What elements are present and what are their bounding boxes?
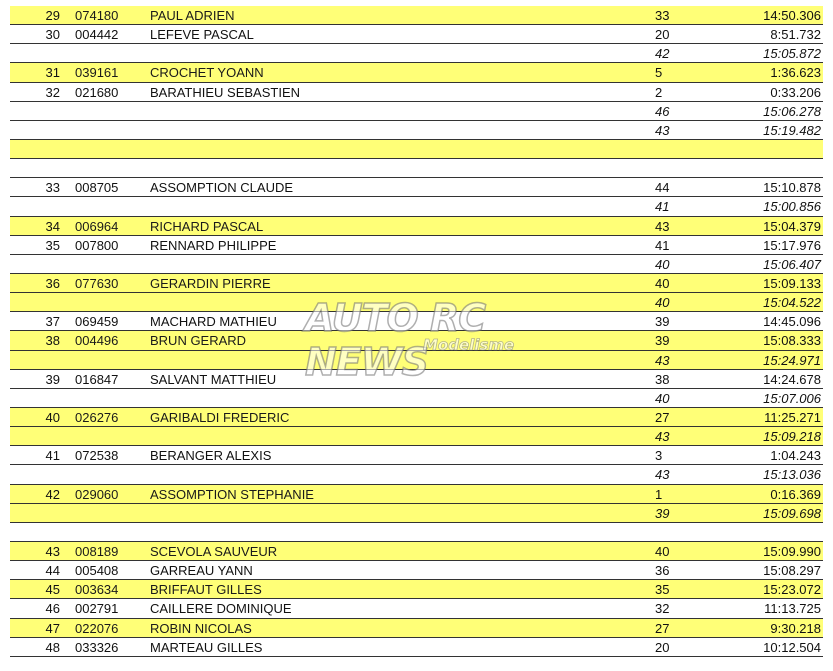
licence-number-cell: 022076 — [75, 620, 119, 636]
time-cell: 15:08.297 — [763, 563, 821, 579]
table-row — [10, 599, 823, 618]
time-cell: 15:19.482 — [763, 122, 821, 138]
table-row — [10, 331, 823, 350]
table-row — [10, 312, 823, 331]
team-total-row — [10, 44, 823, 63]
driver-name-cell: BARATHIEU SEBASTIEN — [150, 84, 301, 100]
time-cell: 14:24.678 — [763, 371, 821, 387]
laps-cell: 41 — [655, 199, 670, 215]
team-total-row — [10, 121, 823, 140]
laps-cell: 33 — [655, 8, 670, 23]
team-total-row — [10, 351, 823, 370]
licence-number-cell: 033326 — [75, 639, 119, 655]
driver-name-cell: RICHARD PASCAL — [150, 218, 264, 234]
laps-cell: 38 — [655, 371, 670, 387]
position-cell: 46 — [45, 601, 60, 617]
position-cell: 38 — [45, 333, 60, 349]
licence-number-cell: 004496 — [75, 333, 119, 349]
driver-name-cell: RENNARD PHILIPPE — [150, 237, 277, 253]
table-row — [10, 83, 823, 102]
position-cell: 44 — [45, 563, 60, 579]
table-row — [10, 63, 823, 82]
position-cell: 41 — [45, 448, 60, 464]
time-cell: 1:04.243 — [770, 448, 821, 464]
licence-number-cell: 016847 — [75, 371, 119, 387]
position-cell: 34 — [45, 218, 60, 234]
separator-row — [10, 159, 823, 178]
laps-cell: 40 — [655, 543, 670, 559]
team-total-row — [10, 389, 823, 408]
position-cell: 30 — [45, 27, 60, 43]
position-cell: 29 — [45, 8, 60, 23]
licence-number-cell: 039161 — [75, 65, 119, 81]
position-cell: 31 — [45, 65, 60, 81]
position-cell: 32 — [45, 84, 60, 100]
team-total-row — [10, 102, 823, 121]
laps-cell: 43 — [655, 429, 670, 445]
time-cell: 0:16.369 — [770, 486, 821, 502]
time-cell: 15:09.698 — [763, 505, 821, 521]
table-row — [10, 6, 823, 25]
time-cell: 15:09.218 — [763, 429, 821, 445]
laps-cell: 39 — [655, 505, 670, 521]
licence-number-cell: 029060 — [75, 486, 119, 502]
laps-cell: 2 — [655, 84, 663, 100]
position-cell: 48 — [45, 639, 60, 655]
licence-number-cell: 005408 — [75, 563, 119, 579]
table-row — [10, 446, 823, 465]
table-row — [10, 25, 823, 44]
time-cell: 15:06.407 — [763, 256, 821, 272]
table-row — [10, 217, 823, 236]
driver-name-cell: BRIFFAUT GILLES — [150, 582, 262, 598]
laps-cell: 5 — [655, 65, 663, 81]
licence-number-cell: 021680 — [75, 84, 119, 100]
driver-name-cell: ASSOMPTION CLAUDE — [150, 180, 294, 196]
laps-cell: 40 — [655, 295, 670, 311]
driver-name-cell: SCEVOLA SAUVEUR — [150, 543, 278, 559]
laps-cell: 1 — [655, 486, 663, 502]
laps-cell: 41 — [655, 237, 670, 253]
time-cell: 15:06.278 — [763, 103, 821, 119]
time-cell: 15:04.522 — [763, 295, 821, 311]
time-cell: 15:24.971 — [763, 352, 821, 368]
position-cell: 42 — [45, 486, 60, 502]
position-cell: 40 — [45, 409, 60, 425]
laps-cell: 42 — [655, 46, 670, 62]
driver-name-cell: MARTEAU GILLES — [150, 639, 263, 655]
team-total-row — [10, 255, 823, 274]
time-cell: 15:23.072 — [763, 582, 821, 598]
time-cell: 8:51.732 — [770, 27, 821, 43]
driver-name-cell: SALVANT MATTHIEU — [150, 371, 277, 387]
position-cell: 37 — [45, 314, 60, 330]
licence-number-cell: 003634 — [75, 582, 119, 598]
position-cell: 47 — [45, 620, 60, 636]
team-total-row — [10, 465, 823, 484]
licence-number-cell: 008189 — [75, 543, 119, 559]
table-row — [10, 274, 823, 293]
position-cell: 45 — [45, 582, 60, 598]
laps-cell: 27 — [655, 409, 670, 425]
laps-cell: 20 — [655, 639, 670, 655]
laps-cell: 44 — [655, 180, 670, 196]
driver-name-cell: ROBIN NICOLAS — [150, 620, 252, 636]
separator-row — [10, 140, 823, 159]
driver-name-cell: BRUN GERARD — [150, 333, 247, 349]
table-row — [10, 485, 823, 504]
time-cell: 15:13.036 — [763, 467, 821, 483]
time-cell: 15:00.856 — [763, 199, 821, 215]
time-cell: 15:07.006 — [763, 390, 821, 406]
position-cell: 33 — [45, 180, 60, 196]
table-row — [10, 561, 823, 580]
laps-cell: 27 — [655, 620, 670, 636]
table-row — [10, 619, 823, 638]
watermark-title: AUTO RC NEWS — [305, 296, 486, 384]
driver-name-cell: GERARDIN PIERRE — [150, 275, 271, 291]
licence-number-cell: 007800 — [75, 237, 119, 253]
table-row — [10, 542, 823, 561]
laps-cell: 46 — [655, 103, 670, 119]
time-cell: 1:36.623 — [770, 65, 821, 81]
time-cell: 15:05.872 — [763, 46, 821, 62]
table-row — [10, 236, 823, 255]
driver-name-cell: ASSOMPTION STEPHANIE — [150, 486, 314, 502]
laps-cell: 43 — [655, 352, 670, 368]
driver-name-cell: LEFEVE PASCAL — [150, 27, 254, 43]
licence-number-cell: 077630 — [75, 275, 119, 291]
driver-name-cell: PAUL ADRIEN — [150, 8, 235, 23]
licence-number-cell: 026276 — [75, 409, 119, 425]
licence-number-cell: 072538 — [75, 448, 119, 464]
driver-name-cell: GARIBALDI FREDERIC — [150, 409, 290, 425]
position-cell: 39 — [45, 371, 60, 387]
time-cell: 0:33.206 — [770, 84, 821, 100]
watermark-subtitle: Modelisme — [423, 336, 515, 354]
licence-number-cell: 004442 — [75, 27, 119, 43]
table-row — [10, 638, 823, 657]
licence-number-cell: 008705 — [75, 180, 119, 196]
team-total-row — [10, 293, 823, 312]
position-cell: 43 — [45, 543, 60, 559]
table-row — [10, 370, 823, 389]
driver-name-cell: GARREAU YANN — [150, 563, 253, 579]
time-cell: 15:17.976 — [763, 237, 821, 253]
time-cell: 15:09.133 — [763, 275, 821, 291]
licence-number-cell: 002791 — [75, 601, 119, 617]
time-cell: 14:50.306 — [763, 8, 821, 23]
licence-number-cell: 069459 — [75, 314, 119, 330]
laps-cell: 43 — [655, 218, 670, 234]
laps-cell: 35 — [655, 582, 670, 598]
laps-cell: 3 — [655, 448, 663, 464]
laps-cell: 40 — [655, 390, 670, 406]
separator-row — [10, 523, 823, 542]
team-total-row — [10, 427, 823, 446]
time-cell: 15:08.333 — [763, 333, 821, 349]
time-cell: 14:45.096 — [763, 314, 821, 330]
time-cell: 15:09.990 — [763, 543, 821, 559]
driver-name-cell: MACHARD MATHIEU — [150, 314, 277, 330]
driver-name-cell: BERANGER ALEXIS — [150, 448, 272, 464]
laps-cell: 40 — [655, 275, 670, 291]
laps-cell: 20 — [655, 27, 670, 43]
team-total-row — [10, 197, 823, 216]
results-table — [10, 6, 823, 657]
laps-cell: 39 — [655, 333, 670, 349]
time-cell: 11:13.725 — [764, 601, 821, 617]
laps-cell: 43 — [655, 122, 670, 138]
laps-cell: 36 — [655, 563, 670, 579]
laps-cell: 43 — [655, 467, 670, 483]
time-cell: 9:30.218 — [770, 620, 821, 636]
driver-name-cell: CAILLERE DOMINIQUE — [150, 601, 292, 617]
table-row — [10, 178, 823, 197]
position-cell: 35 — [45, 237, 60, 253]
team-total-row — [10, 504, 823, 523]
table-row — [10, 580, 823, 599]
licence-number-cell: 074180 — [75, 8, 119, 23]
time-cell: 15:10.878 — [763, 180, 821, 196]
licence-number-cell: 006964 — [75, 218, 119, 234]
table-row — [10, 408, 823, 427]
time-cell: 15:04.379 — [763, 218, 821, 234]
laps-cell: 39 — [655, 314, 670, 330]
time-cell: 11:25.271 — [764, 409, 821, 425]
laps-cell: 32 — [655, 601, 670, 617]
time-cell: 10:12.504 — [763, 639, 821, 655]
laps-cell: 40 — [655, 256, 670, 272]
position-cell: 36 — [45, 275, 60, 291]
driver-name-cell: CROCHET YOANN — [150, 65, 264, 81]
